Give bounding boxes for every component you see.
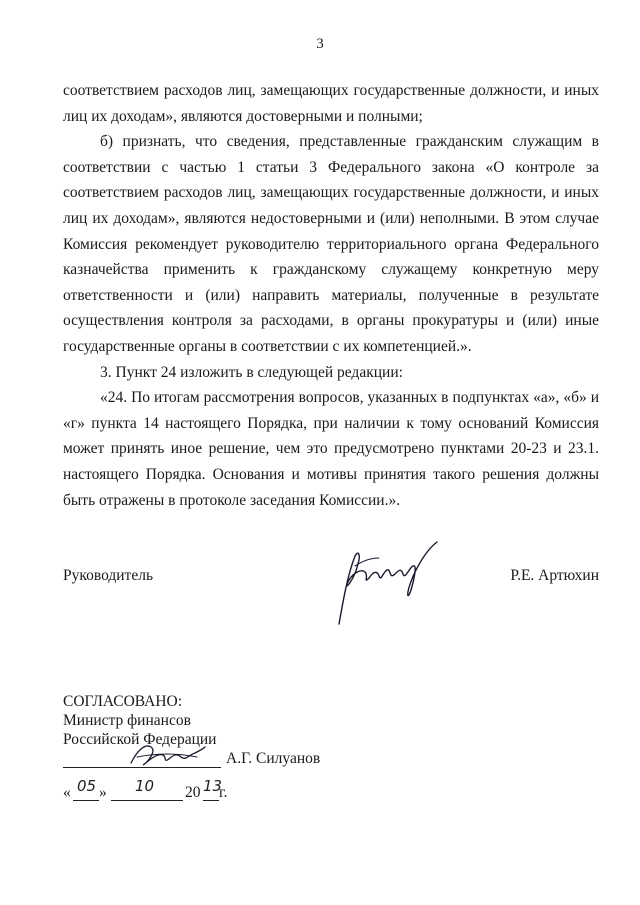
- date-month: 10: [135, 777, 155, 795]
- document-body: [63, 78, 599, 513]
- paragraph: «24. По итогам рассмотрения вопросов, указанных в подпунктах «а», «б» и «г» пункта 14 настоящего Порядка, при наличии к тому оснований Комиссия может принять иное решение, чем это предусмотрено пунктами 20-23 и 23.1. настоящего Порядка. Основания и мотивы принятия такого решения должны быть отражены в протоколе заседания Комиссии.».: [63, 389, 599, 509]
- signatory-name: Р.Е. Артюхин: [510, 567, 599, 584]
- approver-position: Министр финансов: [63, 712, 191, 729]
- date-day-line: [73, 800, 99, 801]
- date-day: 05: [77, 777, 97, 795]
- paragraph: б) признать, что сведения, представленные гражданским служащим в соответствии с частью 1 статьи 3 Федерального закона «О контроле за соответствием расходов лиц, замещающих государственные должности, и иных лиц их доходам», являются недостоверными и (или) неполными. В этом случае Комиссия рекомендует руководителю территориального органа Федерального казначейства применить к гражданскому служащему конкретную меру ответственности и (или) направить материалы, полученные в результате осуществления контроля за расходами, в органы прокуратуры и (или) иные государственные органы в соответствии с их компетенцией.».: [63, 133, 599, 355]
- approver-handwritten-signature: [127, 737, 207, 771]
- date-close-quote: »: [99, 784, 107, 801]
- date-month-line: [111, 800, 183, 801]
- approval-heading: СОГЛАСОВАНО:: [63, 693, 183, 710]
- date-open-quote: «: [63, 784, 71, 801]
- date-year-end: г.: [219, 784, 228, 801]
- date-year-line: [203, 800, 219, 801]
- approver-name: А.Г. Силуанов: [226, 750, 321, 767]
- approval-block: [63, 692, 403, 803]
- signature-line: [63, 567, 599, 607]
- approver-position-org: Российской Федерации: [63, 731, 217, 748]
- paragraph: соответствием расходов лиц, замещающих государственные должности, и иных лиц их доходам», являются достоверными и полными;: [63, 82, 599, 125]
- approver-signature-row: [63, 749, 403, 773]
- date-year-suffix: 13: [203, 777, 223, 795]
- paragraph: 3. Пункт 24 изложить в следующей редакции:: [100, 363, 403, 381]
- approval-date: [63, 777, 403, 803]
- signatory-role: Руководитель: [63, 567, 154, 584]
- date-year-prefix: 20: [185, 784, 201, 801]
- page-number: 3: [316, 36, 324, 52]
